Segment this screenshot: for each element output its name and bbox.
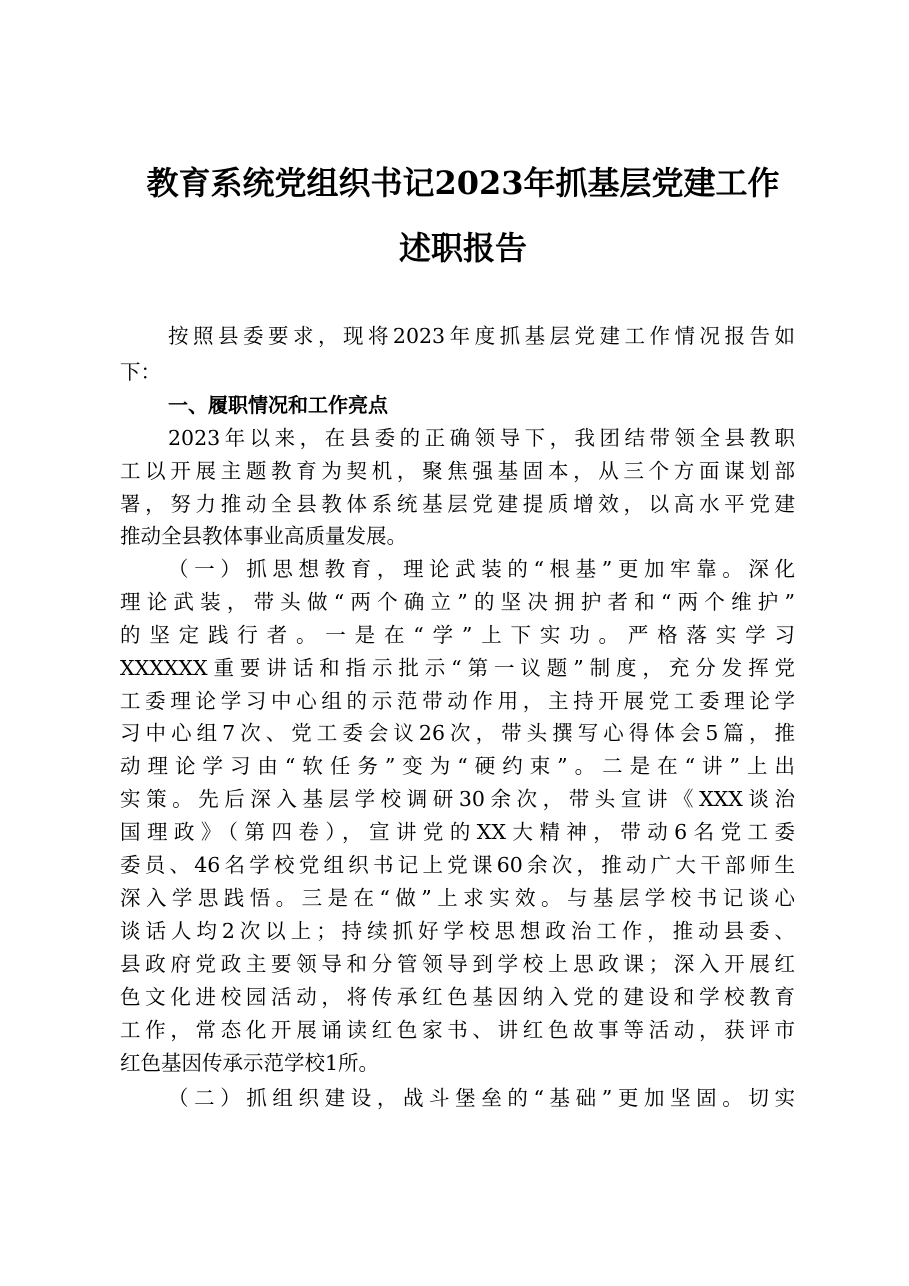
body-paragraph-line: 国理政》（第四卷），宣讲党的XX大精神，带动6名党工委	[120, 820, 795, 844]
body-paragraph-line: （一）抓思想教育，理论武装的“根基”更加牢靠。深化	[168, 557, 795, 581]
body-paragraph-line: 县政府党政主要领导和分管领导到学校上思政课；深入开展红	[120, 952, 795, 976]
document-title-line-2: 述职报告	[398, 229, 527, 267]
intro-paragraph-line: 下：	[120, 360, 161, 384]
body-paragraph-line: （二）抓组织建设，战斗堡垒的“基础”更加坚固。切实	[168, 1086, 795, 1110]
body-paragraph-line: 推动全县教体事业高质量发展。	[120, 524, 407, 548]
body-paragraph-line: 动理论学习由“软任务”变为“硬约束”。二是在“讲”上出	[120, 754, 795, 778]
body-paragraph-line: 理论武装，带头做“两个确立”的坚决拥护者和“两个维护”	[120, 590, 795, 614]
body-paragraph-line: 2023年以来，在县委的正确领导下，我团结带领全县教职	[168, 426, 795, 450]
body-paragraph-line: 习中心组7次、党工委会议26次，带头撰写心得体会5篇，推	[120, 721, 795, 745]
body-paragraph-line: 署，努力推动全县教体系统基层党建提质增效，以高水平党建	[120, 492, 795, 516]
body-paragraph-line: 谈话人均2次以上；持续抓好学校思想政治工作，推动县委、	[120, 919, 795, 943]
body-paragraph-line: 工委理论学习中心组的示范带动作用，主持开展党工委理论学	[120, 689, 795, 713]
body-paragraph-line: 的坚定践行者。一是在“学”上下实功。严格落实学习	[120, 623, 795, 647]
body-paragraph-line: 工以开展主题教育为契机，聚焦强基固本，从三个方面谋划部	[120, 459, 795, 483]
body-paragraph-line: 实策。先后深入基层学校调研30余次，带头宣讲《XXX谈治	[120, 787, 795, 811]
section-heading: 一、履职情况和工作亮点	[168, 393, 388, 417]
body-paragraph-line: 委员、46名学校党组织书记上党课60余次，推动广大干部师生	[120, 853, 795, 877]
body-paragraph-line: XXXXXX重要讲话和指示批示“第一议题”制度，充分发挥党	[120, 656, 795, 680]
body-paragraph-line: 工作，常态化开展诵读红色家书、讲红色故事等活动，获评市	[120, 1018, 795, 1042]
body-paragraph-line: 色文化进校园活动，将传承红色基因纳入党的建设和学校教育	[120, 985, 795, 1009]
body-paragraph-line: 深入学思践悟。三是在“做”上求实效。与基层学校书记谈心	[120, 886, 795, 910]
intro-paragraph-line: 按照县委要求，现将2023年度抓基层党建工作情况报告如	[168, 324, 795, 348]
body-paragraph-line: 红色基因传承示范学校1所。	[120, 1051, 380, 1075]
document-title-line-1: 教育系统党组织书记2023年抓基层党建工作	[146, 164, 780, 202]
